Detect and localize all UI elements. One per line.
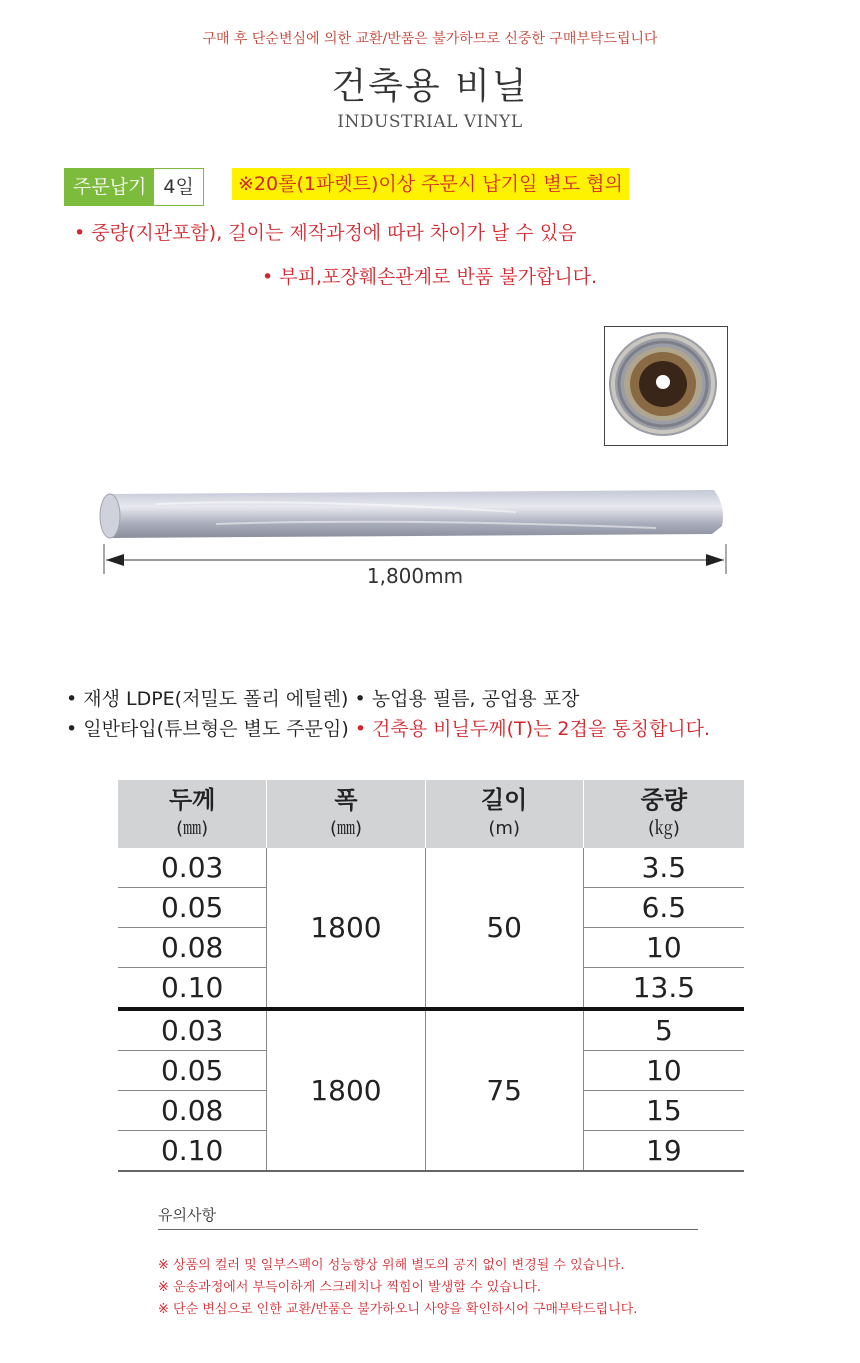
roll-cross-section-icon (605, 327, 727, 445)
cell-weight: 19 (583, 1131, 744, 1172)
spec-table (118, 780, 744, 1172)
cell-width: 1800 (267, 848, 425, 1009)
cell-length: 75 (425, 1009, 583, 1171)
cell-length: 50 (425, 848, 583, 1009)
cell-weight: 3.5 (583, 848, 744, 888)
spec-line-1 (66, 684, 579, 711)
page-subtitle: INDUSTRIAL VINYL (337, 112, 523, 132)
spec-thickness-note: • 건축용 비닐두께(T)는 2겹을 통칭합니다. (354, 718, 711, 740)
order-lead-time-badge (64, 168, 204, 206)
caution-title: 유의사항 (158, 1206, 216, 1224)
cell-weight: 5 (583, 1009, 744, 1051)
caution-item: ※ 단순 변심으로 인한 교환/반품은 불가하오니 사양을 확인하시어 구매부탁드립니다. (158, 1302, 638, 1317)
vinyl-roll-image (96, 484, 736, 576)
cell-weight: 10 (583, 1051, 744, 1091)
cell-thickness: 0.03 (118, 1009, 267, 1051)
roll-cross-section-image (604, 326, 728, 446)
bulk-order-note: ※20롤(1파렛트)이상 주문시 납기일 별도 협의 (232, 168, 629, 200)
cell-weight: 6.5 (583, 888, 744, 928)
return-note: • 부피,포장훼손관계로 반품 불가합니다. (262, 266, 598, 288)
page-title: 건축용 비닐 (331, 66, 529, 107)
spec-line-2 (66, 714, 710, 741)
order-lead-time-days: 4일 (154, 169, 202, 205)
caution-item: ※ 운송과정에서 부득이하게 스크레치나 찍힘이 발생할 수 있습니다. (158, 1280, 542, 1295)
spec-material: • 재생 LDPE(저밀도 폴리 에틸렌) (66, 688, 349, 710)
table-row (118, 848, 744, 888)
cell-thickness: 0.05 (118, 1051, 267, 1091)
header-length: 길이 (m) (425, 780, 583, 848)
spec-type: • 일반타입(튜브형은 별도 주문임) (66, 718, 349, 740)
caution-item: ※ 상품의 컬러 및 일부스펙이 성능향상 위해 별도의 공지 없이 변경될 수 있습니다. (158, 1258, 625, 1273)
cell-weight: 10 (583, 928, 744, 968)
spec-usage: • 농업용 필름, 공업용 포장 (354, 688, 580, 710)
cell-thickness: 0.10 (118, 1131, 267, 1172)
roll-length-label: 1,800mm (366, 564, 464, 588)
cell-thickness: 0.05 (118, 888, 267, 928)
caution-divider (158, 1229, 698, 1230)
header-thickness: 두께 (㎜) (118, 780, 267, 848)
weight-note: • 중량(지관포함), 길이는 제작과정에 따라 차이가 날 수 있음 (74, 222, 577, 244)
order-lead-time-label: 주문납기 (65, 169, 154, 205)
cell-weight: 13.5 (583, 968, 744, 1010)
header-width: 폭 (㎜) (267, 780, 425, 848)
cell-weight: 15 (583, 1091, 744, 1131)
cell-thickness: 0.08 (118, 1091, 267, 1131)
cell-thickness: 0.08 (118, 928, 267, 968)
table-row (118, 1009, 744, 1051)
top-notice: 구매 후 단순변심에 의한 교환/반품은 불가하므로 신중한 구매부탁드립니다 (202, 31, 658, 47)
cell-width: 1800 (267, 1009, 425, 1171)
header-weight: 중량 (㎏) (583, 780, 744, 848)
cell-thickness: 0.03 (118, 848, 267, 888)
cell-thickness: 0.10 (118, 968, 267, 1010)
table-header-row (118, 780, 744, 848)
